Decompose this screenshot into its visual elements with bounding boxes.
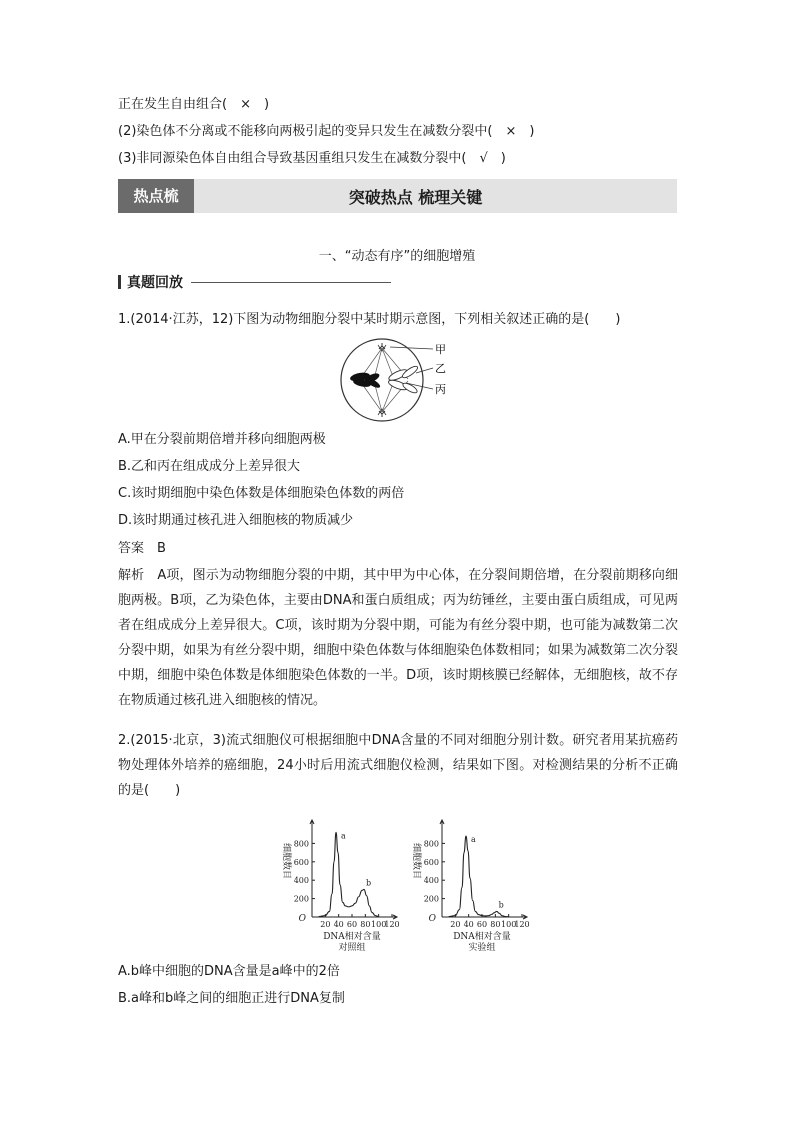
leader-yi [416,368,433,373]
review-header [118,272,391,292]
leader-jia [390,347,433,349]
centrosome-top [378,343,386,351]
statement-line-2: (2)染色体不分离或不能移向两极引起的变异只发生在减数分裂中( × ) [118,124,535,139]
x-axis-label: DNA相对含量 [453,932,511,942]
label-bing: 丙 [435,383,446,396]
banner-tag: 热点梳理 [118,179,194,213]
chromosome-dark [349,371,381,389]
peak-label-a: a [471,835,476,845]
peak-label-a: a [341,831,346,841]
cell-division-figure [338,337,468,423]
q1-option-b: B.乙和丙在组成成分上差异很大 [118,459,301,474]
statement-line-3: (3)非同源染色体自由组合导致基因重组只发生在减数分裂中( √ ) [118,151,506,166]
x-tick-label: 120 [514,920,530,929]
peak-label-b: b [366,878,372,888]
x-tick-label: 120 [384,920,400,929]
chart-title: 实验组 [468,943,496,953]
q2-option-a: A.b峰中细胞的DNA含量是a峰中的2倍 [118,964,340,979]
chromosome-light [387,364,419,394]
q1-stem: 1.(2014·江苏，12)下图为动物细胞分裂中某时期示意图，下列相关叙述正确的是( ) [118,312,621,327]
peak-label-b: b [498,900,504,910]
x-tick-label: 100 [501,920,517,929]
x-tick-label: 60 [346,920,358,929]
y-tick-label: 400 [423,876,439,886]
label-yi: 乙 [435,362,446,375]
banner-title: 突破热点 梳理关键 [348,187,483,207]
y-tick-label: 800 [293,839,309,849]
y-tick-label: 200 [423,894,439,904]
x-tick-label: 80 [490,920,501,929]
x-tick-label: 40 [463,920,474,929]
section-title: 一、“动态有序”的细胞增殖 [318,249,476,264]
x-axis-label: DNA相对含量 [323,932,381,942]
q1-analysis: 解析 A项，图示为动物细胞分裂的中期，其中甲为中心体，在分裂间期倍增，在分裂前期移向细胞两极。B项，乙为染色体，主要由DNA和蛋白质组成；丙为纺锤丝，主要由蛋白质组成，可见两者在组成成分上差异很大。C项，该时期为分裂中期，可能为有丝分裂中期，也可能为减数第二次分裂中期，如果为有丝分裂中期，细胞中染色体数与体细胞染色体数相同；如果为减数第二次分裂中期，细胞中染色体数是体细胞染色体数的一半。D项，该时期核膜已经解体，无细胞核，故不存在物质通过核孔进入细胞核的情况。 [118,568,678,708]
y-axis-label: 细胞数目 [411,842,421,880]
q2-stem: 2.(2015·北京，3)流式细胞仪可根据细胞中DNA含量的不同对细胞分别计数。研究者用某抗癌药物处理体外培养的癌细胞，24小时后用流式细胞仪检测，结果如下图。对检测结果的分析不正确的是( ) [118,733,678,798]
y-tick-label: 200 [293,894,309,904]
y-tick-label: 400 [293,876,309,886]
review-label: 真题回放 [127,275,183,291]
review-rule [191,282,391,283]
origin-label: O [298,914,306,924]
y-tick-label: 800 [423,839,439,849]
review-bar [118,275,121,289]
q2-option-b: B.a峰和b峰之间的细胞正进行DNA复制 [118,991,345,1006]
x-tick-label: 40 [333,920,344,929]
flow-cytometry-chart-control [268,815,400,953]
section-banner [118,179,677,239]
label-jia: 甲 [435,343,446,356]
x-tick-label: 20 [320,920,331,929]
chart-axes [440,820,527,919]
chart-title: 对照组 [338,943,366,953]
q1-option-d: D.该时期通过核孔进入细胞核的物质减少 [118,513,354,528]
x-tick-label: 20 [450,920,461,929]
y-tick-label: 600 [293,857,309,867]
x-tick-label: 100 [371,920,387,929]
flow-cytometry-chart-experiment [398,815,530,953]
centrosome-bottom [378,409,386,417]
q1-option-c: C.该时期细胞中染色体数是体细胞染色体数的两倍 [118,486,405,501]
q1-answer: 答案 B [118,541,166,556]
statement-line-1: 正在发生自由组合( × ) [118,97,270,112]
x-tick-label: 80 [360,920,371,929]
x-tick-label: 60 [476,920,488,929]
y-tick-label: 600 [423,857,439,867]
y-axis-label: 细胞数目 [281,842,291,880]
q1-option-a: A.甲在分裂前期倍增并移向细胞两极 [118,432,326,447]
series-line [319,832,379,916]
origin-label: O [428,914,436,924]
